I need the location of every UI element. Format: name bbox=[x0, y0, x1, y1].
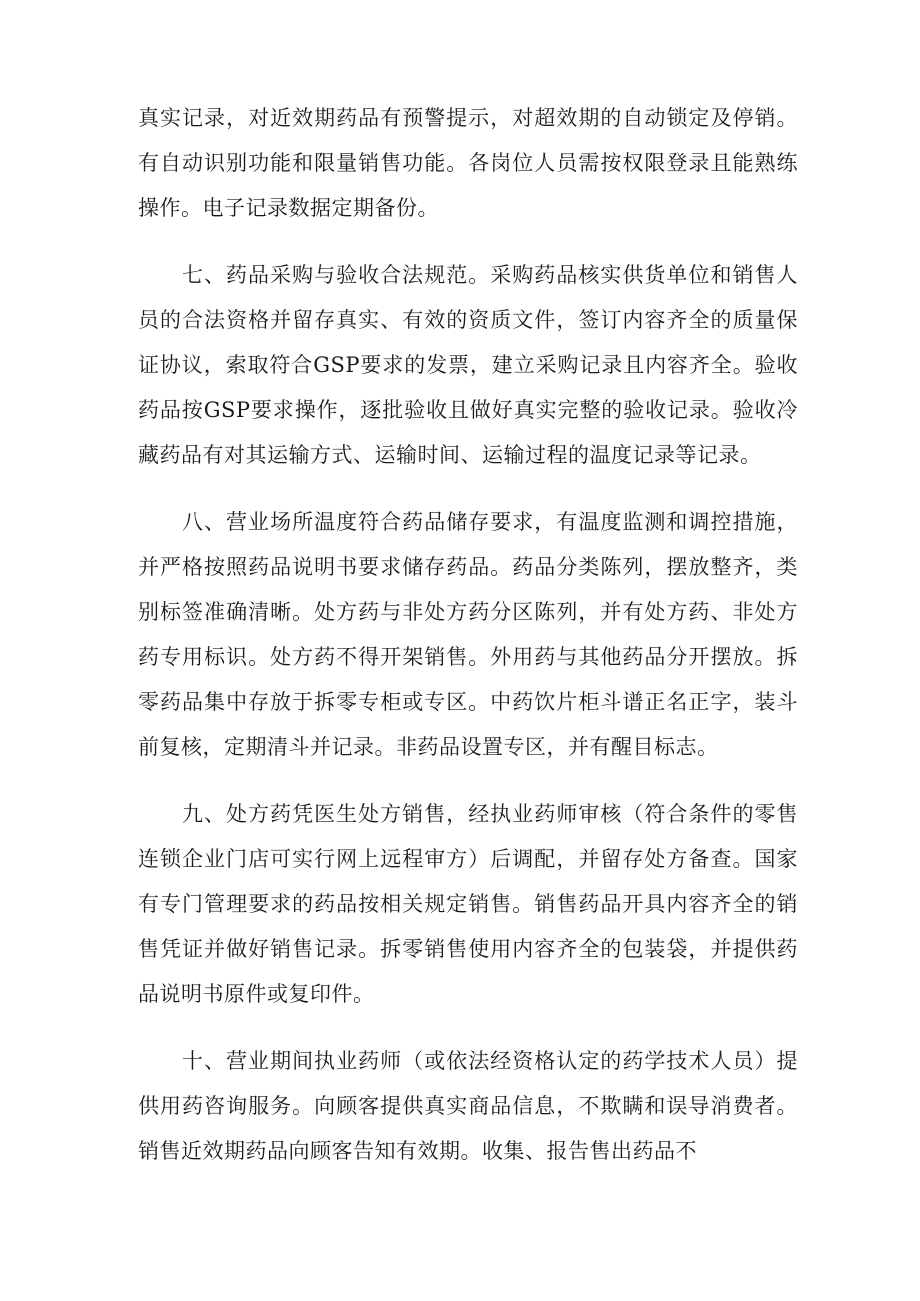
paragraph-item-7: 七、药品采购与验收合法规范。采购药品核实供货单位和销售人员的合法资格并留存真实、有效的资质文件，签订内容齐全的质量保证协议，索取符合GSP要求的发票，建立采购记录且内容齐全。验收药品按GSP要求操作，逐批验收且做好真实完整的验收记录。验收冷藏药品有对其运输方式、运输时间、运输过程的温度记录等记录。 bbox=[138, 263, 798, 467]
paragraph-item-9: 九、处方药凭医生处方销售，经执业药师审核（符合条件的零售连锁企业门店可实行网上远程审方）后调配，并留存处方备查。国家有专门管理要求的药品按相关规定销售。销售药品开具内容齐全的销售凭证并做好销售记录。拆零销售使用内容齐全的包装袋，并提供药品说明书原件或复印件。 bbox=[138, 802, 798, 1006]
document-body bbox=[138, 96, 798, 1196]
paragraph-item-10: 十、营业期间执业药师（或依法经资格认定的药学技术人员）提供用药咨询服务。向顾客提供真实商品信息，不欺瞒和误导消费者。销售近效期药品向顾客告知有效期。收集、报告售出药品不 bbox=[138, 1049, 798, 1163]
paragraph-item-8: 八、营业场所温度符合药品储存要求，有温度监测和调控措施，并严格按照药品说明书要求储存药品。药品分类陈列，摆放整齐，类别标签准确清晰。处方药与非处方药分区陈列，并有处方药、非处方药专用标识。处方药不得开架销售。外用药与其他药品分开摆放。拆零药品集中存放于拆零专柜或专区。中药饮片柜斗谱正名正字，装斗前复核，定期清斗并记录。非药品设置专区，并有醒目标志。 bbox=[138, 510, 798, 759]
paragraph-continuation: 真实记录，对近效期药品有预警提示，对超效期的自动锁定及停销。有自动识别功能和限量销售功能。各岗位人员需按权限登录且能熟练操作。电子记录数据定期备份。 bbox=[138, 106, 798, 220]
